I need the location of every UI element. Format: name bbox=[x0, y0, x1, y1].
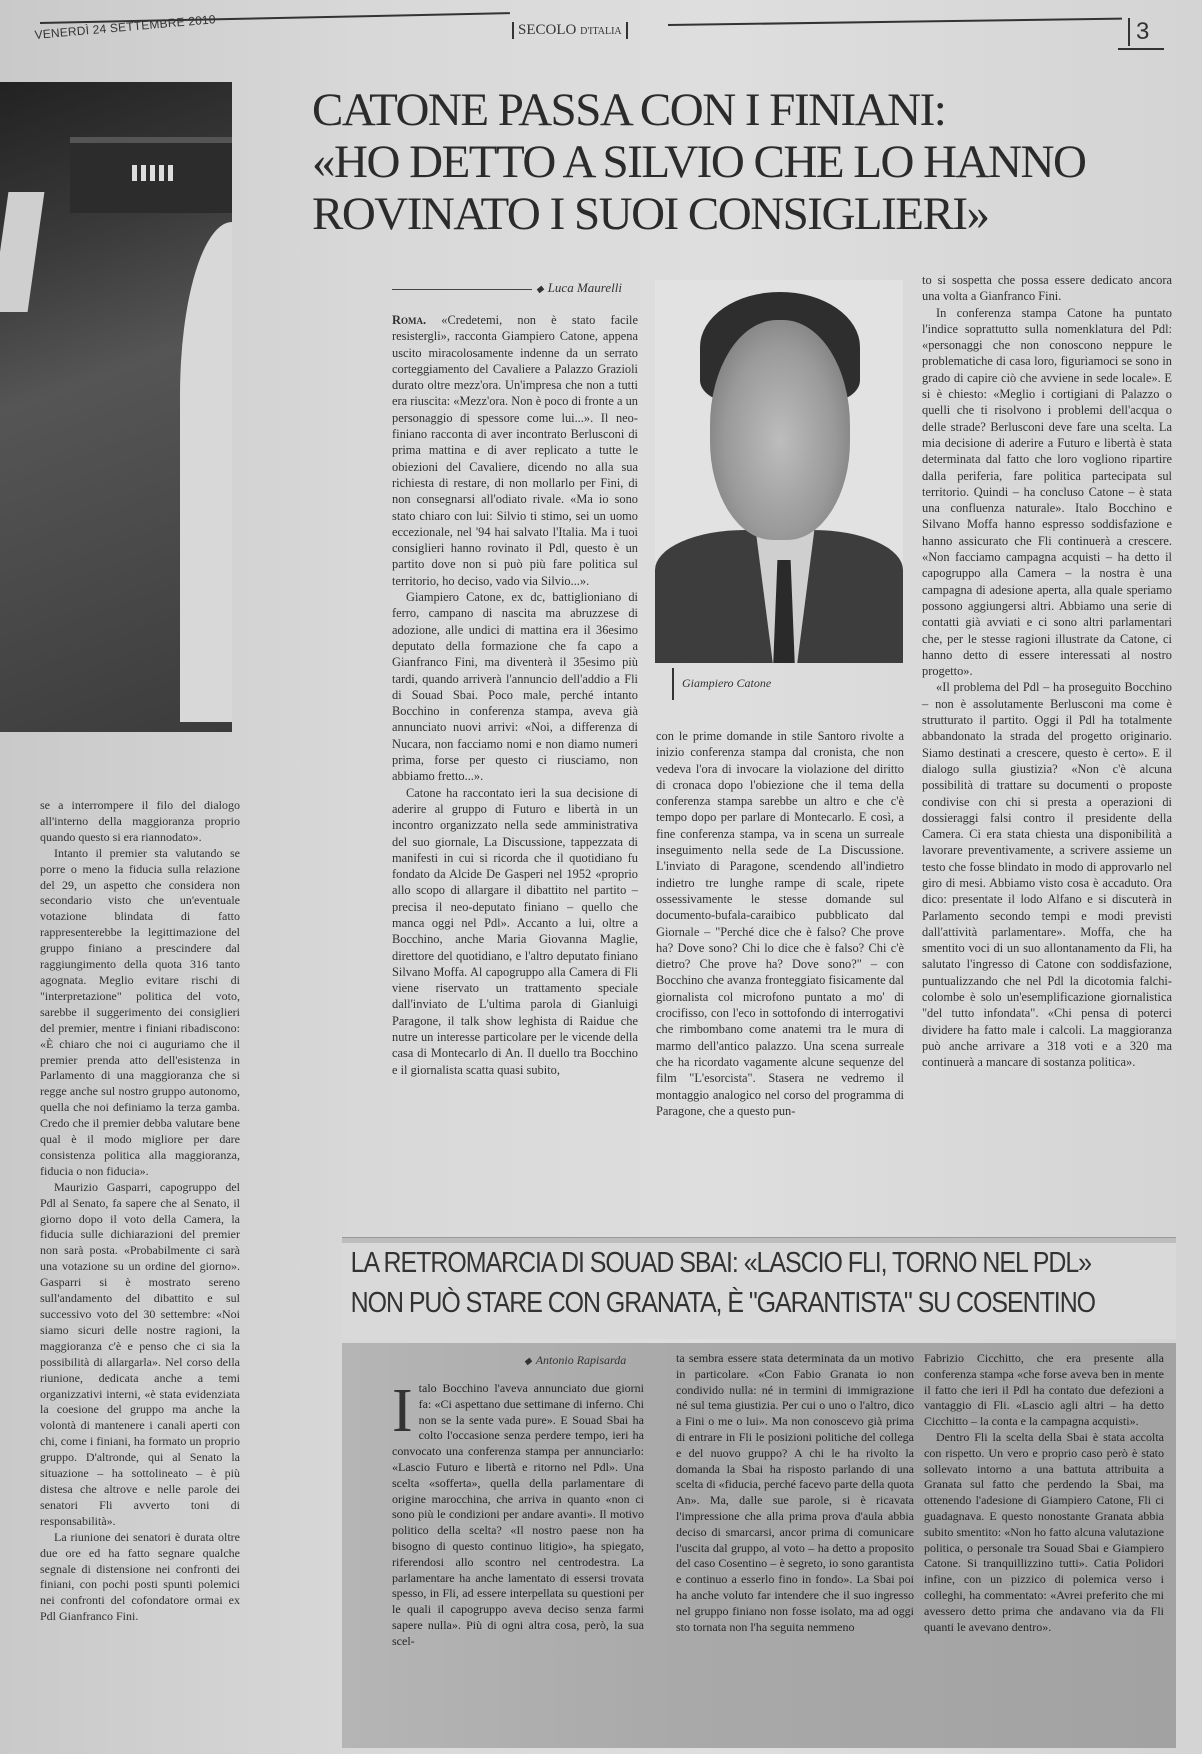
page-number: 3 bbox=[1128, 18, 1149, 46]
headline-line-3: ROVINATO I SUOI CONSIGLIERI» bbox=[312, 188, 989, 240]
diamond-icon: ◆ bbox=[524, 1356, 532, 1367]
byline-rule bbox=[392, 289, 532, 290]
main-article-column-2 bbox=[656, 728, 904, 1119]
article-paragraph: Italo Bocchino l'aveva annunciato due giorni fa: «Ci aspettano due settimane di inferno. Chi non se la sente vada pure». E Souad Sbai ha colto l'occasione senza perdere tempo, ieri ha convocato una conferenza stampa per annunciarlo: «Lascio Futuro e libertà e ritorno nel Pdl». Una scelta «sofferta», quella della parlamentare di origine marocchina, che arriva in quanto «non ci sono più le condizioni per andare avanti». Il motivo politico della scelta? «Il nostro paese non ha bisogno di questo continuo litigio», ha spiegato, riferendosi allo scontro nel centrodestra. La parlamentare ha anche lamentato di essersi trovata spesso, in Fli, ad essere interpellata su questioni per le quali il capogruppo aveva deciso senza farmi sapere nulla». Più di ogni altra cosa, però, la sua scel- bbox=[392, 1377, 644, 1648]
byline bbox=[536, 280, 622, 296]
photo-background bbox=[180, 222, 232, 722]
article-paragraph: Intanto il premier sta valutando se porre o meno la fiducia sulla relazione del 29, un aspetto che considera non secondario visto che un'eventuale votazione blindata di fatto rappresenterebbe la legittimazione del gruppo finiano a prescindere dal raggiungimento della quota 316 tanto agognata. Meglio evitare rischi di "interpretazione" politica del voto, sarebbe il suggerimento dei consiglieri del premier, mentre i finiani ribadiscono: «È chiaro che noi ci auguriamo che il premier prenda atto dell'esistenza in Parlamento di una maggioranza che si regge anche sul nostro gruppo autonomo, quella che noi definiamo la terza gamba. Credo che il premier debba valutare bene qual è il modo migliore per dare consistenza politica alla maggioranza, fiducia o non fiducia». bbox=[40, 845, 240, 1178]
main-article-column-1 bbox=[392, 312, 638, 1078]
dateline: Roma. bbox=[392, 313, 427, 327]
photo-caption: Giampiero Catone bbox=[682, 676, 772, 690]
box-article-column-1 bbox=[392, 1377, 644, 1650]
box-headline-line-1: LA RETROMARCIA DI SOUAD SBAI: «LASCIO FLI, TORNO NEL PDL» bbox=[350, 1247, 1092, 1279]
masthead-main: SECOLO bbox=[518, 22, 577, 38]
article-paragraph: Giampiero Catone, ex dc, battiglioniano di ferro, campano di nascita ma abruzzese di adozione, alle undici di mattina era il 36esimo deputato della formazione che fa capo a Gianfranco Fini, ma diventerà il 35esimo più tardi, quando arriverà l'annuncio dell'addio a Fli di Souad Sbai. Poco male, perché intanto Bocchino in conferenza stampa, aveva già annunciato nuovi arrivi: «Noi, a differenza di Nucara, non facciamo nomi e non diamo numeri prima, forse per questo ci riusciamo, non abbiamo fretto...». bbox=[392, 590, 638, 784]
article-paragraph: Fabrizio Cicchitto, che era presente alla conferenza stampa «che forse aveva ben in mente il fatto che ieri il Pdl ha contato due defezioni a vantaggio di Fli. «Lascio agli altri – ha detto Cicchitto – la conta e la campagna acquisti». bbox=[924, 1351, 1164, 1429]
device-image bbox=[70, 137, 232, 213]
caption-rule bbox=[672, 668, 674, 700]
article-paragraph: In conferenza stampa Catone ha puntato l'indice soprattutto sulla nomenklatura del Pdl: «personaggi che non conoscono neppure le problematiche di casa loro, figuriamoci se sono in grado di capire ciò che avviene in sede locale». E si è chiesto: «Meglio i cortigiani di Palazzo o quelli che ti risolvono i problemi dell'acqua o delle strade? Berlusconi deve fare una scelta. La mia decisione di aderire a Futuro e libertà è stata determinata dal fatto che loro vogliono ripartire dalla periferia, fare politica partecipata sul territorio. Quindi – ha concluso Catone – è stata una confluenza naturale». Italo Bocchino e Silvano Moffa hanno espresso soddisfazione e hanno assicurato che Fli continuerà a crescere. «Non facciamo campagna acquisti – ha detto il capogruppo alla Camera – la nostra è una campagna di adesione aperta, alla quale speriamo possono aggiungersi altri. Abbiamo una serie di contatti già avviati e ci sono altri parlamentari che, per le stesse ragioni illustrate da Catone, ci hanno detto di essere interessati al nostro progetto». bbox=[922, 305, 1172, 679]
article-paragraph: con le prime domande in stile Santoro rivolte a inizio conferenza stampa dal cronista, che non vedeva l'ora di invocare la violazione del diritto di cronaca dopo l'obiezione che il tema della conferenza stampa sarebbe un altro e che c'è tempo dopo per parlare di Montecarlo. E così, a fine conferenza stampa, va in scena un surreale inseguimento nella sede de La Discussione. L'inviato di Paragone, scendendo all'indietro indietro tre lunghe rampe di scale, ripete ossessivamente le stesse domande sul documento-bufala-caraibico pubblicato dal Giornale – "Perché dice che è falso? Che prove ha? Dove sono? Chi lo dice che è falso? Chi c'è dietro? Che prove ha? Dove sono?" – con Bocchino che avanza fronteggiato fisicamente dal giornalista col microfono puntato a mo' di crocifisso, con l'eco in sottofondo di interrogativi che rimbombano come anatemi tra le mura di marmo dell'antico palazzo. Una scena surreale che ha ricordato vagamente alcune sequenze del film "L'esorcista". Stasera ne vedremo il montaggio analogico nel corso del programma di Paragone, che a questo pun- bbox=[656, 729, 904, 1118]
headline-line-2: «HO DETTO A SILVIO CHE LO HANNO bbox=[312, 136, 1086, 188]
article-paragraph: to si sospetta che possa essere dedicato ancora una volta a Gianfranco Fini. bbox=[922, 273, 1172, 304]
article-paragraph: Roma. «Credetemi, non è stato facile resistergli», racconta Giampiero Catone, appena uscito miracolosamente indenne da un serrato corteggiamento del Cavaliere a Palazzo Grazioli durato oltre mezz'ora. Un'impresa che non a tutti era riuscita: «Mezz'ora. Non è poco di fronte a un personaggio di spessore come lui...». Il neo-finiano racconta di aver incontrato Berlusconi di prima mattina e di aver replicato a tutte le obiezioni del Cavaliere, dicendo no alla sua richiesta di restare, di non mollarlo per Fini, di non consegnarsi all'odiato rivale. «Ma io sono stato chiaro con lui: Silvio ti stimo, sei un uomo eccezionale, nel '94 hai salvato l'Italia. Ma i tuoi consiglieri hanno rovinato il Pdl, questo è un partito dove non si può più fare politica sul territorio, ho deciso, vado via Silvio...». bbox=[392, 313, 638, 588]
main-article-column-3 bbox=[922, 272, 1172, 1071]
left-photo-man-with-device bbox=[0, 82, 232, 732]
author-name: Luca Maurelli bbox=[547, 280, 622, 295]
article-paragraph: Maurizio Gasparri, capogruppo del Pdl al Senato, fa sapere che al Senato, il giorno dopo il voto della Camera, la fiducia sulle dichiarazioni del premier non sarà posta. «Probabilmente ci sarà una votazione su un ordine del giorno». Gasparri si è mostrato sereno sull'andamento del dibattito e sul successivo voto del 30 settembre: «Noi siamo sicuri delle nostre ragioni, la maggioranza c'è e penso che ci sia la possibilità di allargarla». Nel corso della riunione, dedicata anche a temi organizzativi interni, «è stata evidenziata la coesione del gruppo ma anche la volontà di mantenere i canali aperti con chi, come i finiani, ha formato un proprio gruppo. D'altronde, qui al Senato la situazione – ha sottolineato – è più distesa che altrove e nelle parole dei senatori Fli avverto toni di responsabilità». bbox=[40, 1179, 240, 1528]
box-article-column-3 bbox=[924, 1351, 1164, 1635]
box-article-column-2 bbox=[676, 1351, 914, 1635]
drop-cap: I bbox=[392, 1377, 413, 1445]
article-paragraph: ta sembra essere stata determinata da un motivo in particolare. «Con Fabio Granata io non condivido nulla: né in termini di immigrazione né sul tema giustizia. Per cui o uno o l'altro, dico a Fini o me o lui». Ma non conoscevo già prima di entrare in Fli le posizioni politiche del collega e del nuovo gruppo? A chi le ha rivolto la domanda la Sbai ha risposto parlando di una scelta di «fiducia, perché facevo parte della quota An». Ma, dalle sue parole, si è ricavata l'impressione che alla prima prova d'aula abbia deciso di smarcarsi, ancor prima di comunicare l'uscita dal gruppo, al voto – ha detto a proposito del caso Cosentino – è segreto, io sono garantista e continuo a esserlo fino in fondo». La Sbai poi ha anche voluto far intendere che il suo ingresso nel gruppo finiano non fosse isolato, ma ad oggi sto tornata non l'ha seguita nemmeno bbox=[676, 1351, 914, 1634]
page-number-rule bbox=[1118, 48, 1164, 50]
box-headline-line-2: NON PUÒ STARE CON GRANATA, È "GARANTISTA" SU COSENTINO bbox=[350, 1287, 1096, 1319]
article-paragraph: La riunione dei senatori è durata oltre due ore ed ha fatto segnare qualche segnale di distensione nei confronti dei finiani, con pochi posti spunti polemici nei confronti del cofondatore ormai ex Pdl Gianfranco Fini. bbox=[40, 1529, 240, 1624]
box-headline bbox=[342, 1243, 1176, 1339]
article-paragraph: Dentro Fli la scelta della Sbai è stata accolta con rispetto. Un vero e proprio caso però è stato sollevato intorno a una battuta attribuita a Granata sul fatto che perdendo la Sbai, ma ottenendo l'adesione di Giampiero Catone, Fli ci guadagnava. E questo nonostante Granata abbia subito smentito: «Non ho fatto alcuna valutazione politica, o personale tra Souad Sbai e Giampiero Catone. Si tranquillizzino tutti». Catia Polidori infine, con un pizzico di polemica verso i colleghi, ha commentato: «Avrei preferito che mi avessero detto prima che andavano via da Fli quanti le avevano dentro». bbox=[924, 1429, 1164, 1634]
masthead-small: D'ITALIA bbox=[580, 26, 622, 37]
headline-line-1: CATONE PASSA CON I FINIANI: bbox=[312, 84, 946, 136]
portrait-photo-giampiero-catone bbox=[655, 280, 903, 663]
box-author-name: Antonio Rapisarda bbox=[535, 1353, 627, 1367]
article-paragraph: se a interrompere il filo del dialogo all'interno della maggioranza proprio quando questo si era riannodato». bbox=[40, 798, 240, 844]
article-paragraph: «Il problema del Pdl – ha proseguito Bocchino – non è assolutamente Berlusconi ma come è strutturato il partito. Oggi il Pdl ha totalmente abbandonato la strada del progetto originario. Siamo destinati a crescere, questo è certo». E il dialogo sulla giustizia? «Non c'è alcuna possibilità di trattare su documenti o proposte condivise con chi si presta a operazioni di dossieraggi falsi contro il presidente della Camera. Ci era stata chiesta una disponibilità a lavorare preventivamente, a scrivere assieme un testo che fosse blindato in modo di approvarlo nel giro di mesi. Abbiamo visto cosa è accaduto. Ora dico: presentate il lodo Alfano e si discuterà in Parlamento secondo tempi e modi previsti dall'attività parlamentare». Moffa, che ha smentito voci di un suo allontanamento da Fli, ha salutato l'ingresso di Catone con soddisfazione, puntualizzando che nel Pdl la dicotomia falchi-colombe è solo un'esemplificazione giornalistica "del tutto infondata". «Chi pensa di poterci dividere ha fatto male i calcoli. La maggioranza può anche arrivare a 318 voti e a 320 ma continuerà a mancare di sostanza politica». bbox=[922, 680, 1172, 1070]
box-byline bbox=[524, 1353, 626, 1368]
issue-date: VENERDÌ 24 SETTEMBRE 2010 bbox=[34, 12, 217, 42]
masthead bbox=[512, 22, 628, 39]
main-headline bbox=[312, 84, 1192, 240]
header-rule-right bbox=[668, 18, 1122, 26]
diamond-icon: ◆ bbox=[536, 284, 544, 295]
shirt-collar bbox=[0, 192, 44, 312]
article-paragraph: Catone ha raccontato ieri la sua decisione di aderire al gruppo di Futuro e libertà in un incontro organizzato nella sede amministrativa del suo giornale, La Discussione, tappezzata di manifesti in cui si ricorda che il quotidiano fu fondato da Alcide De Gasperi nel 1952 «proprio allo scopo di allargare il dibattito nel partito – precisa il neo-deputato finiano – quello che manca oggi nel Pdl». Accanto a lui, oltre a Bocchino, anche Maria Giovanna Maglie, direttore del quotidiano, e l'altro deputato finiano Silvano Moffa. Al capogruppo alla Camera di Fli viene riservato un trattamento speciale dall'inviato de L'ultima parola di Gianluigi Paragone, il talk show leghista di Raidue che nutre un interesse particolare per le vicende della casa di Montecarlo di An. Il duello tra Bocchino e il giornalista scatta quasi subito, bbox=[392, 785, 638, 1077]
left-article-column bbox=[40, 798, 240, 1625]
